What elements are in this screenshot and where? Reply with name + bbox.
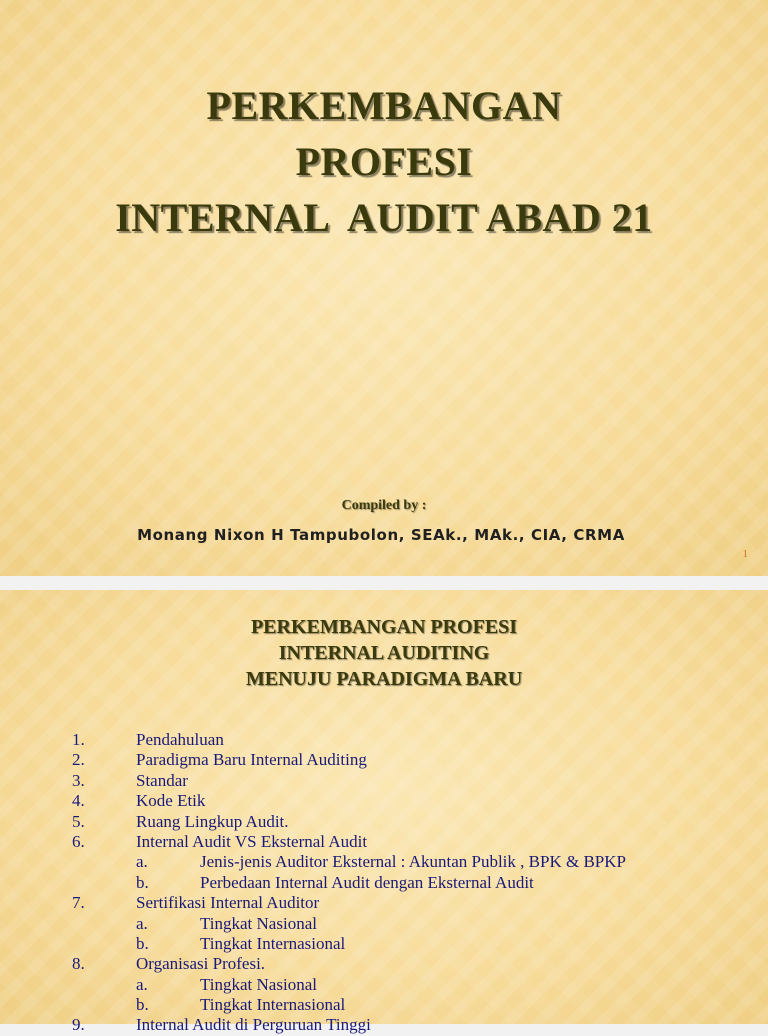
outline-list bbox=[0, 730, 768, 1036]
item-text: Organisasi Profesi. bbox=[136, 954, 266, 974]
author-name: Monang Nixon H Tampubolon, SEAk., MAk., CIA, CRMA bbox=[137, 526, 625, 544]
item-text: Tingkat Nasional bbox=[200, 913, 317, 933]
sub-list-item bbox=[0, 934, 768, 954]
list-item bbox=[0, 812, 768, 832]
item-number: 1. bbox=[72, 730, 85, 749]
item-text: Perbedaan Internal Audit dengan Eksternal Audit bbox=[200, 872, 534, 892]
sub-list-item bbox=[0, 852, 768, 872]
item-text: Ruang Lingkup Audit. bbox=[136, 811, 289, 831]
outline-title-line-1: PERKEMBANGAN PROFESI bbox=[250, 616, 518, 638]
item-letter: a. bbox=[136, 852, 148, 872]
sub-list-item bbox=[0, 914, 768, 934]
sub-list-item bbox=[0, 975, 768, 995]
item-number: 2. bbox=[72, 750, 85, 770]
item-letter: b. bbox=[136, 933, 149, 953]
item-text: Pendahuluan bbox=[136, 730, 224, 749]
list-item bbox=[0, 832, 768, 852]
item-text: Tingkat Internasional bbox=[200, 933, 346, 953]
item-letter: b. bbox=[136, 995, 149, 1015]
item-text: Standar bbox=[136, 770, 188, 790]
list-item bbox=[0, 791, 768, 811]
page-number: 1 bbox=[742, 548, 748, 560]
list-item bbox=[0, 750, 768, 770]
sub-list-item bbox=[0, 995, 768, 1015]
slide-title bbox=[0, 78, 768, 246]
item-number: 7. bbox=[72, 893, 85, 913]
item-number: 4. bbox=[72, 791, 85, 811]
list-item bbox=[0, 730, 768, 750]
outline-title-line-2: INTERNAL AUDITING bbox=[278, 642, 490, 664]
item-number: 8. bbox=[72, 954, 85, 974]
item-letter: b. bbox=[136, 872, 149, 892]
item-number: 5. bbox=[72, 811, 85, 831]
item-number: 6. bbox=[72, 831, 85, 851]
item-text: Internal Audit VS Eksternal Audit bbox=[136, 831, 368, 851]
item-number: 9. bbox=[72, 1015, 85, 1035]
item-text: Internal Audit di Perguruan Tinggi bbox=[136, 1015, 371, 1035]
compiled-by-label: Compiled by : bbox=[341, 498, 427, 513]
list-item bbox=[0, 771, 768, 791]
list-item bbox=[0, 954, 768, 974]
outline-slide bbox=[0, 590, 768, 1035]
sub-list-item bbox=[0, 873, 768, 893]
slide-title-line-1: PERKEMBANGAN bbox=[206, 83, 562, 128]
item-letter: a. bbox=[136, 974, 148, 994]
slide-title-line-2: PROFESI bbox=[295, 139, 473, 184]
item-text: Tingkat Internasional bbox=[200, 995, 346, 1015]
item-letter: a. bbox=[136, 913, 148, 933]
item-text: Kode Etik bbox=[136, 791, 206, 811]
item-number: 3. bbox=[72, 770, 85, 790]
item-text: Sertifikasi Internal Auditor bbox=[136, 893, 320, 913]
list-item bbox=[0, 893, 768, 913]
item-text: Tingkat Nasional bbox=[200, 974, 317, 994]
list-item bbox=[0, 1015, 768, 1035]
outline-title bbox=[0, 614, 768, 692]
outline-title-line-3: MENUJU PARADIGMA BARU bbox=[245, 668, 523, 690]
item-text: Jenis-jenis Auditor Eksternal : Akuntan Publik , BPK & BPKP bbox=[200, 852, 626, 872]
slide-title-line-3: INTERNAL AUDIT ABAD 21 bbox=[115, 195, 653, 240]
item-text: Paradigma Baru Internal Auditing bbox=[136, 750, 367, 770]
